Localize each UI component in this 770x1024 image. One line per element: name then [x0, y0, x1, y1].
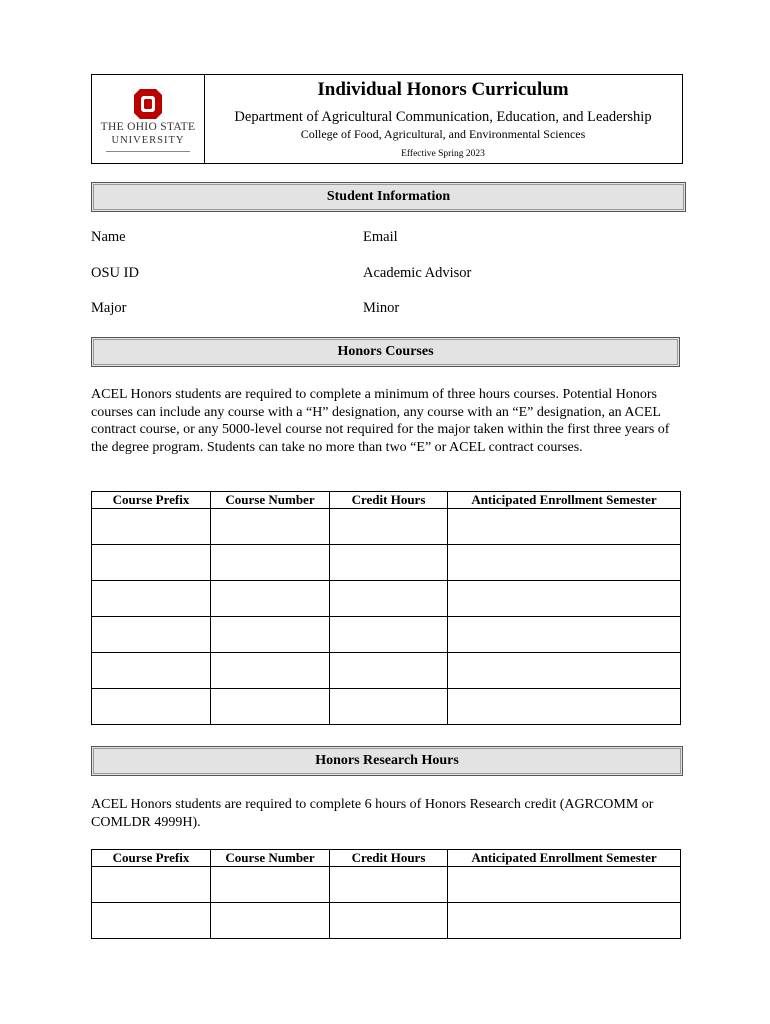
table-row: [92, 617, 681, 653]
credit-hours-cell[interactable]: [330, 653, 448, 689]
enrollment-semester-cell[interactable]: [448, 617, 681, 653]
course-number-cell[interactable]: [211, 903, 330, 939]
student-information-heading: Student Information: [91, 182, 686, 212]
course-number-cell[interactable]: [211, 617, 330, 653]
column-header-credit-hours: Credit Hours: [330, 850, 448, 867]
name-field-label[interactable]: Name: [91, 229, 126, 245]
course-prefix-cell[interactable]: [92, 545, 211, 581]
course-number-cell[interactable]: [211, 867, 330, 903]
effective-date: Effective Spring 2023: [401, 149, 485, 159]
table-row: [92, 867, 681, 903]
university-logo: [92, 75, 205, 163]
enrollment-semester-cell[interactable]: [448, 653, 681, 689]
credit-hours-cell[interactable]: [330, 617, 448, 653]
osu-id-field-label[interactable]: OSU ID: [91, 265, 139, 281]
table-header-row: [92, 492, 681, 509]
column-header-course-number: Course Number: [211, 850, 330, 867]
enrollment-semester-cell[interactable]: [448, 903, 681, 939]
course-number-cell[interactable]: [211, 509, 330, 545]
credit-hours-cell[interactable]: [330, 509, 448, 545]
header-box: [91, 74, 683, 164]
credit-hours-cell[interactable]: [330, 867, 448, 903]
course-prefix-cell[interactable]: [92, 581, 211, 617]
table-row: [92, 509, 681, 545]
honors-courses-description: ACEL Honors students are required to complete a minimum of three hours courses. Potential Honors courses can include any course with a “H” designation, any course with an “E” designation, an ACEL contract course, or any 5000-level course not required for the major taken within the first three years of the degree program. Students can take no more than two “E” or ACEL contract courses.: [91, 387, 670, 455]
credit-hours-cell[interactable]: [330, 545, 448, 581]
table-header-row: [92, 850, 681, 867]
major-field-label[interactable]: Major: [91, 300, 127, 316]
enrollment-semester-cell[interactable]: [448, 545, 681, 581]
logo-divider: [106, 151, 190, 152]
academic-advisor-field-label[interactable]: Academic Advisor: [363, 265, 472, 281]
course-number-cell[interactable]: [211, 545, 330, 581]
course-prefix-cell[interactable]: [92, 903, 211, 939]
column-header-enrollment-semester: Anticipated Enrollment Semester: [448, 850, 681, 867]
honors-research-table: [91, 849, 681, 939]
course-prefix-cell[interactable]: [92, 689, 211, 725]
honors-courses-heading: Honors Courses: [91, 337, 680, 367]
enrollment-semester-cell[interactable]: [448, 867, 681, 903]
table-row: [92, 581, 681, 617]
email-field-label[interactable]: Email: [363, 229, 398, 245]
column-header-course-prefix: Course Prefix: [92, 850, 211, 867]
logo-text-line2: UNIVERSITY: [111, 135, 185, 146]
enrollment-semester-cell[interactable]: [448, 689, 681, 725]
course-prefix-cell[interactable]: [92, 867, 211, 903]
credit-hours-cell[interactable]: [330, 581, 448, 617]
table-row: [92, 653, 681, 689]
table-row: [92, 689, 681, 725]
page-title: Individual Honors Curriculum: [317, 79, 569, 100]
course-prefix-cell[interactable]: [92, 617, 211, 653]
honors-courses-table: [91, 491, 681, 725]
column-header-enrollment-semester: Anticipated Enrollment Semester: [448, 492, 681, 509]
enrollment-semester-cell[interactable]: [448, 581, 681, 617]
credit-hours-cell[interactable]: [330, 903, 448, 939]
course-number-cell[interactable]: [211, 689, 330, 725]
course-prefix-cell[interactable]: [92, 509, 211, 545]
enrollment-semester-cell[interactable]: [448, 509, 681, 545]
column-header-credit-hours: Credit Hours: [330, 492, 448, 509]
honors-research-heading: Honors Research Hours: [91, 746, 683, 776]
minor-field-label[interactable]: Minor: [363, 300, 400, 316]
college-name: College of Food, Agricultural, and Environmental Sciences: [300, 127, 586, 141]
table-row: [92, 545, 681, 581]
table-row: [92, 903, 681, 939]
course-number-cell[interactable]: [211, 581, 330, 617]
department-name: Department of Agricultural Communication, Education, and Leadership: [234, 109, 652, 125]
logo-text-line1: THE OHIO STATE: [100, 121, 196, 133]
block-o-logo-icon: [132, 89, 164, 119]
column-header-course-prefix: Course Prefix: [92, 492, 211, 509]
course-number-cell[interactable]: [211, 653, 330, 689]
column-header-course-number: Course Number: [211, 492, 330, 509]
honors-research-description: ACEL Honors students are required to complete 6 hours of Honors Research credit (AGRCOMM or COMLDR 4999H).: [91, 797, 654, 830]
course-prefix-cell[interactable]: [92, 653, 211, 689]
credit-hours-cell[interactable]: [330, 689, 448, 725]
